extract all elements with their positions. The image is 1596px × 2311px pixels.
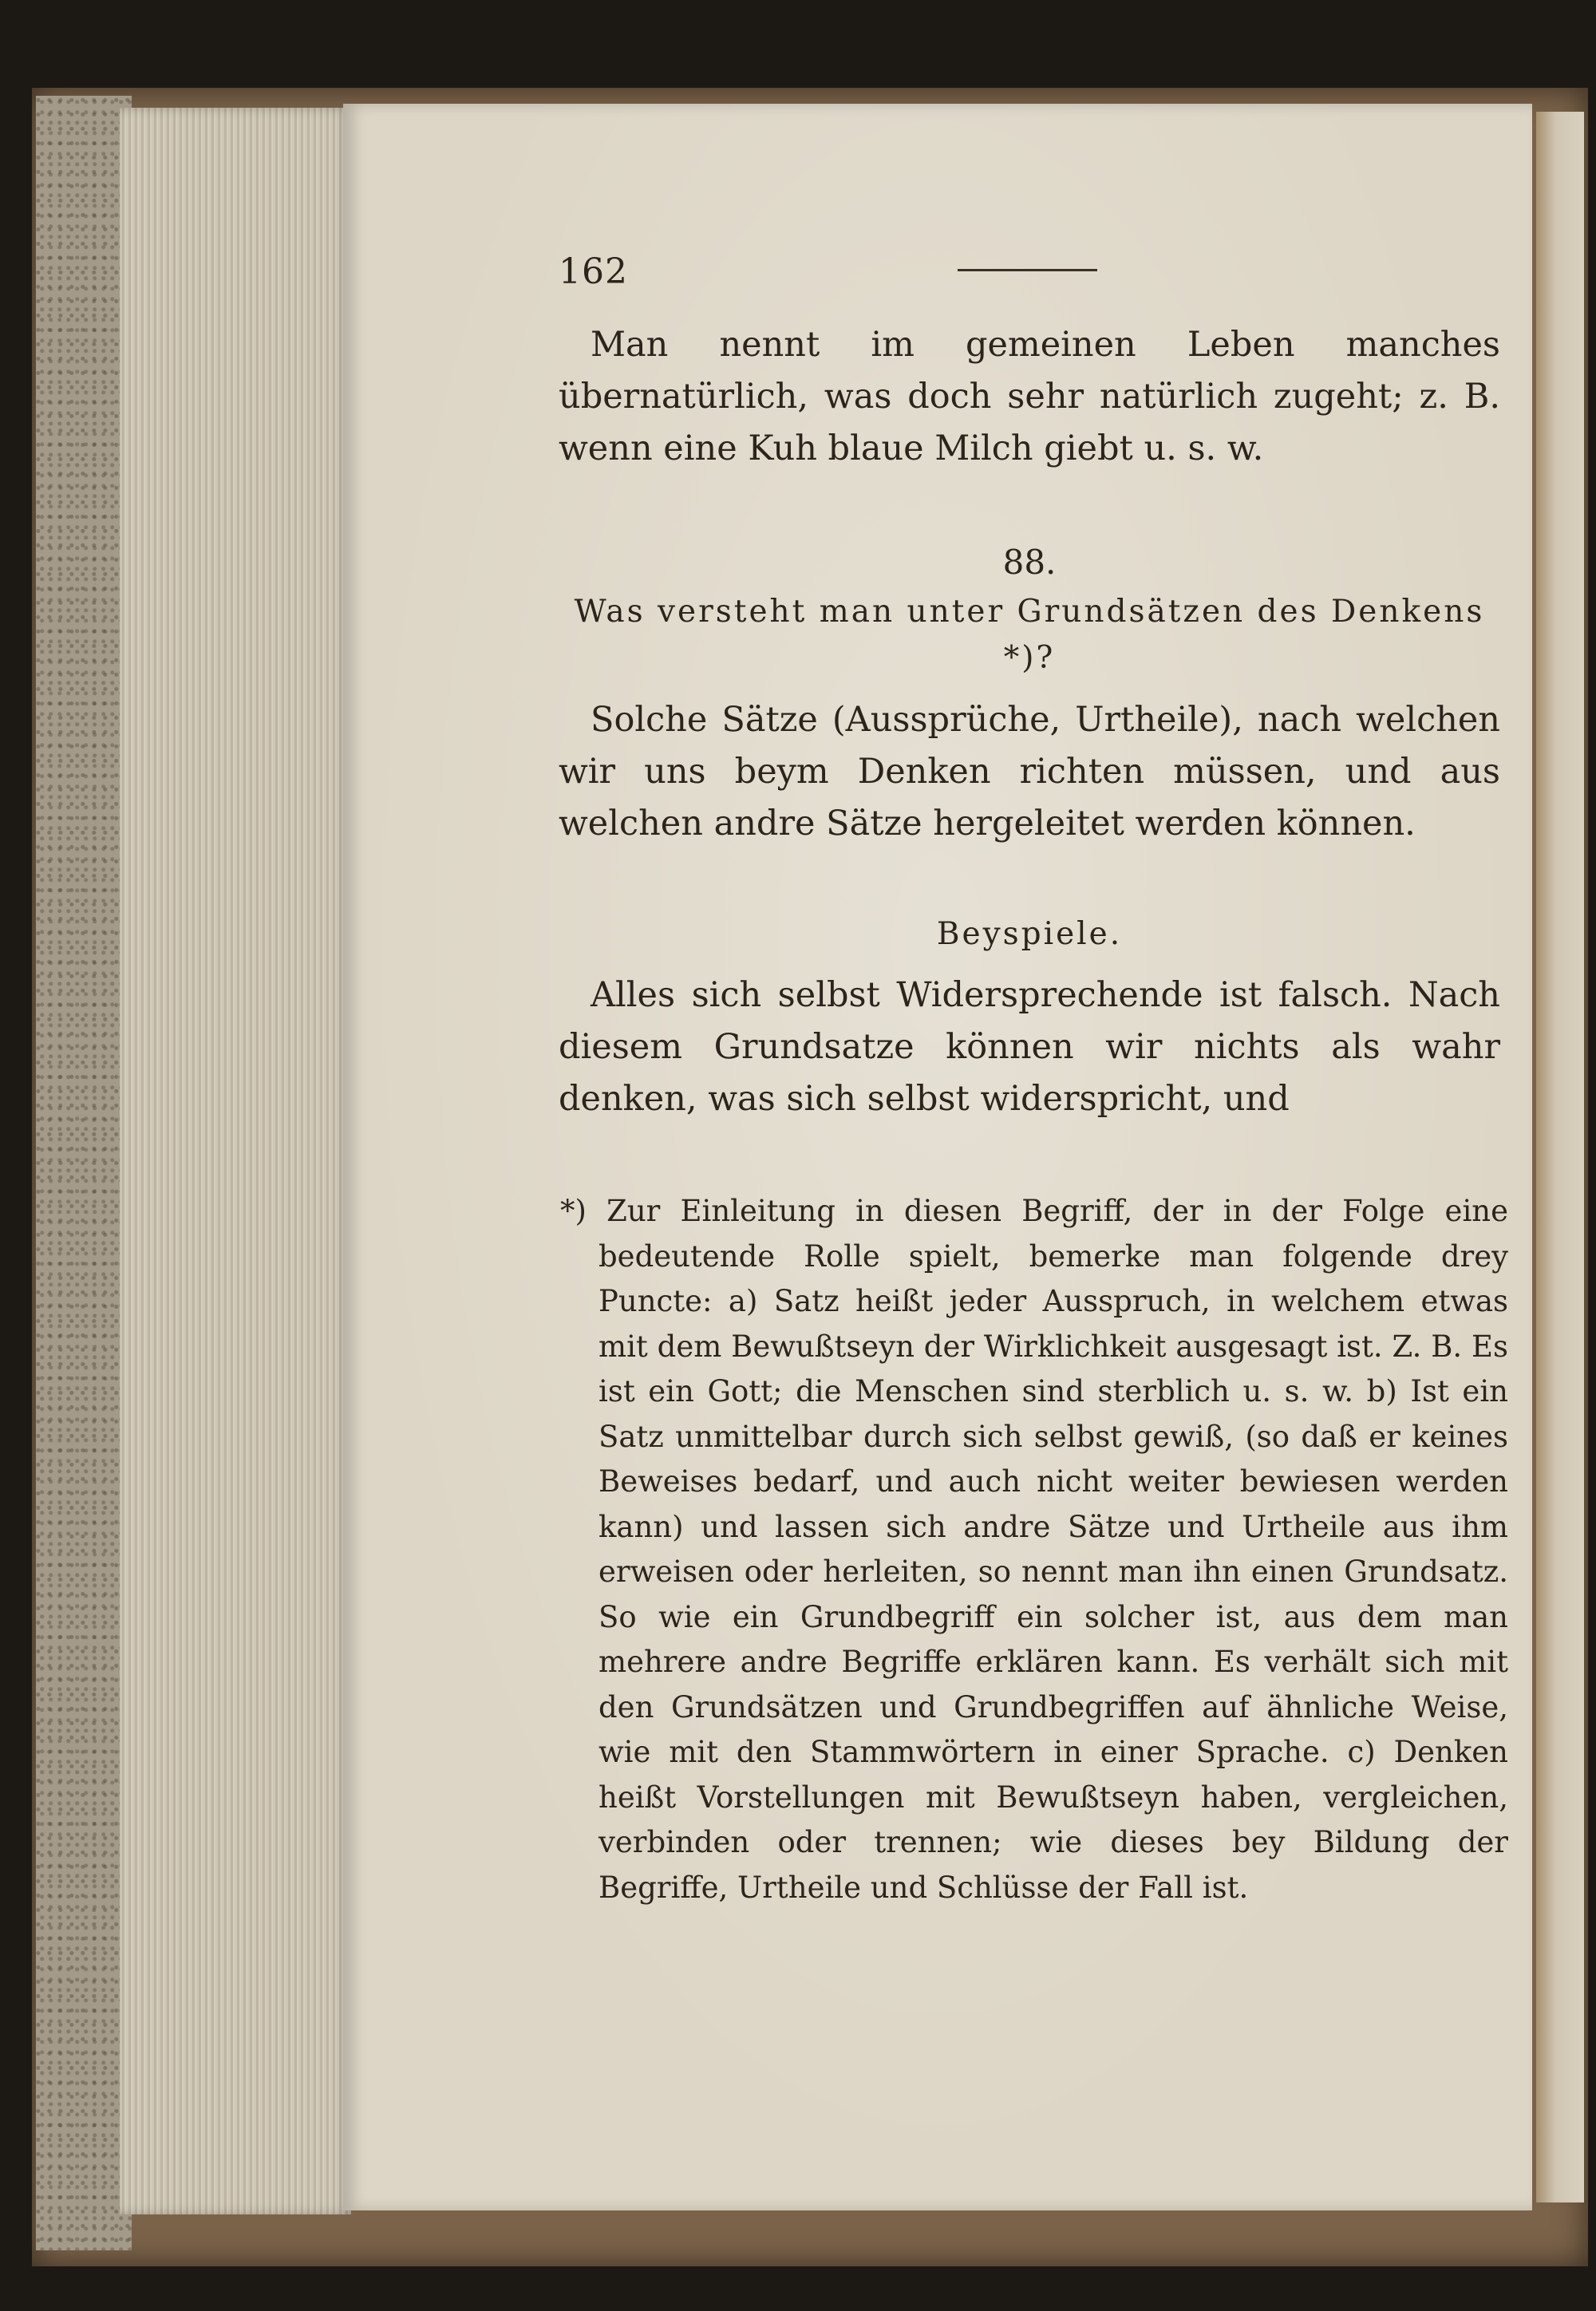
examples-heading: Beyspiele. <box>936 916 1123 952</box>
intro-paragraph <box>559 319 1500 475</box>
intro-text: Man nennt im gemeinen Leben manches übernatürlich, was doch sehr natürlich zugeht; z. B. wenn eine Kuh blaue Milch giebt u. s. w. <box>559 325 1500 468</box>
example-paragraph <box>559 970 1500 1125</box>
section-heading: Was versteht man unter Grundsätzen des Denkens *)? <box>574 594 1485 676</box>
page-number: 162 <box>559 251 628 292</box>
header-rule <box>958 269 1097 271</box>
answer-paragraph <box>559 694 1500 850</box>
footnote-text: Zur Einleitung in diesen Begriff, der in der Folge eine bedeutende Rolle spielt, bemerke man folgende drey Puncte: a) Satz heißt jeder Ausspruch, in welchem etwas mit dem Bewußtseyn der Wirklichkeit ausgesagt ist. Z. B. Es ist ein Gott; die Menschen sind sterblich u. s. w. b) Ist ein Satz unmittelbar durch sich selbst gewiß, (so daß er keines Beweises bedarf, und auch nicht weiter bewiesen werden kann) und lassen sich andre Sätze und Urtheile aus ihm erweisen oder herleiten, so nennt man ihn einen Grundsatz. So wie ein Grundbegriff ein solcher ist, aus dem man mehrere andre Begriffe erklären kann. Es verhält sich mit den Grundsätzen und Grundbegriffen auf ähnliche Weise, wie mit den Stammwörtern in einer Sprache. c) Denken heißt Vorstellungen mit Bewußtseyn haben, vergleichen, verbinden oder trennen; wie dieses bey Bildung der Begriffe, Urtheile und Schlüsse der Fall ist. <box>598 1194 1509 1905</box>
answer-text: Solche Sätze (Aussprüche, Urtheile), nach welchen wir uns beym Denken richten müssen, und aus welchen andre Sätze hergeleitet werden können. <box>559 700 1500 843</box>
footnote-marker: *) <box>560 1194 587 1228</box>
facing-page-edge <box>1536 112 1584 2202</box>
section-number: 88. <box>1002 543 1057 582</box>
footnote <box>560 1189 1509 1910</box>
marbled-cover-edge <box>36 96 132 2250</box>
example-text: Alles sich selbst Widersprechende ist falsch. Nach diesem Grundsatze können wir nichts als wahr denken, was sich selbst widerspricht, und <box>559 975 1500 1119</box>
page-block-edges <box>120 108 351 2214</box>
